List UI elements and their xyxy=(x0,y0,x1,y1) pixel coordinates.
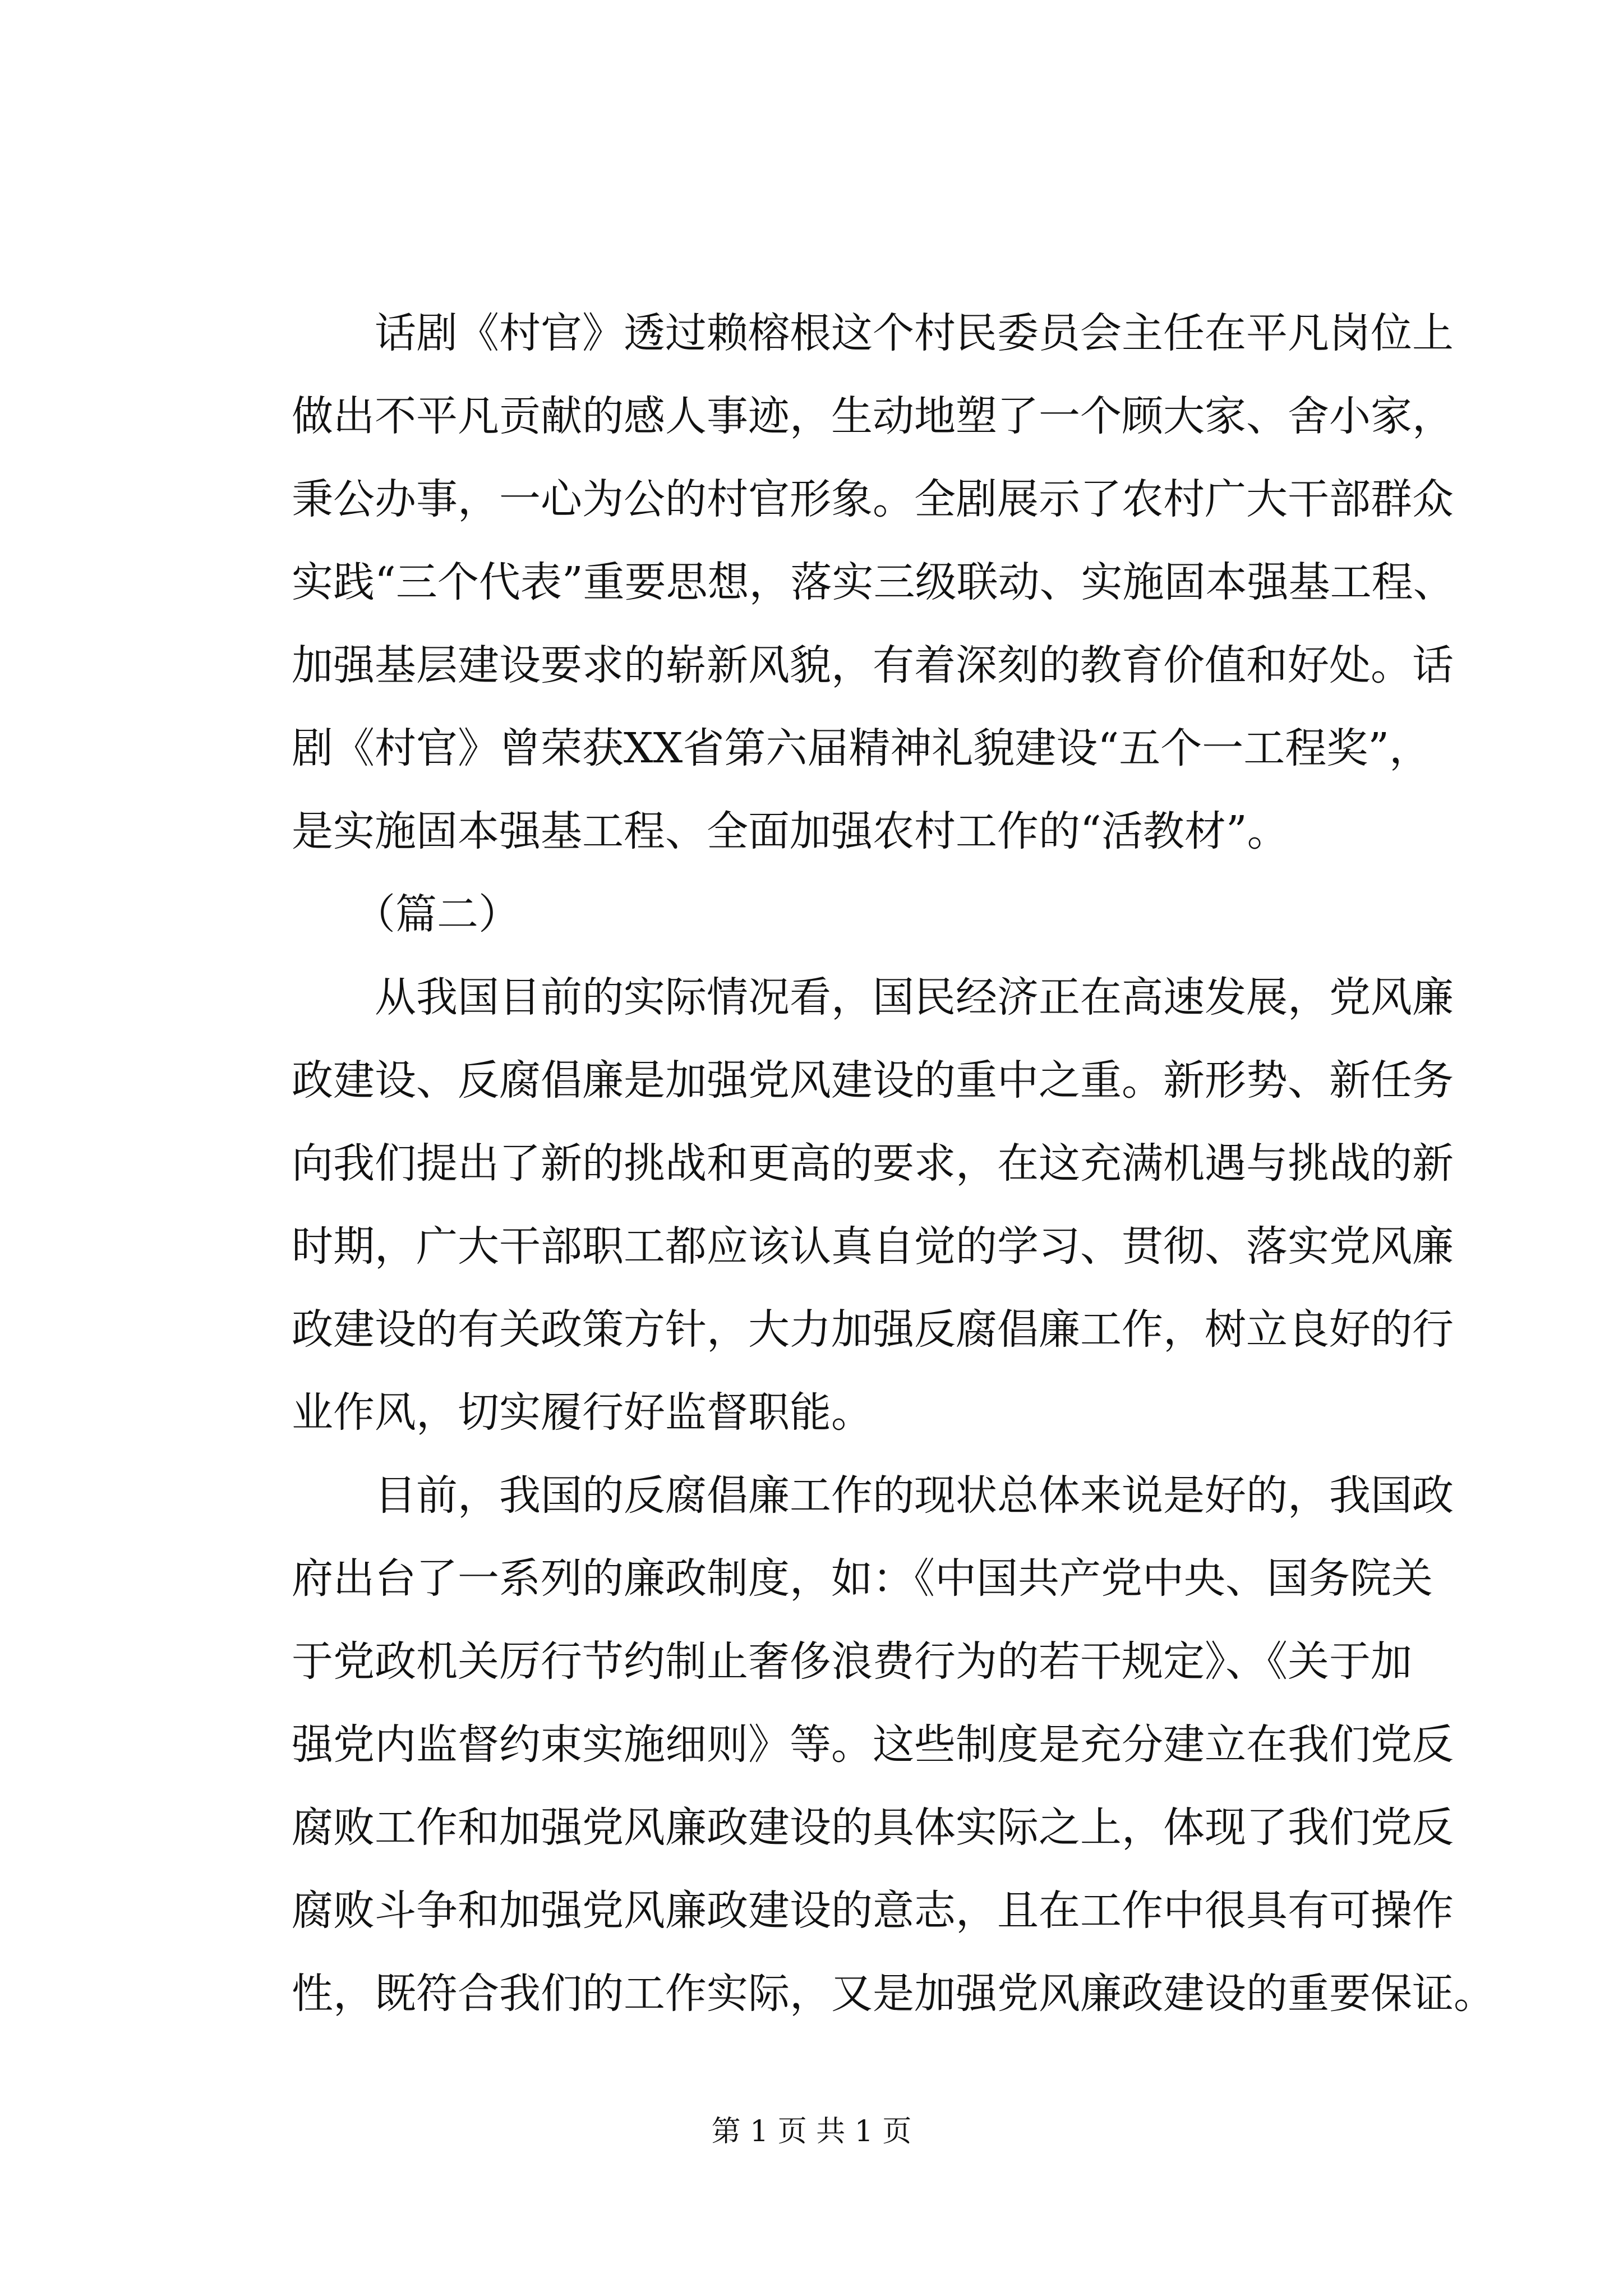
paragraph-line: 于党政机关厉行节约制止奢侈浪费行为的若干规定》、《关于加 xyxy=(292,1637,1412,1686)
paragraph-line: 加强基层建设要求的崭新风貌，有着深刻的教育价值和好处。话 xyxy=(292,641,1454,689)
paragraph-2 xyxy=(292,956,1454,1454)
paragraph-line: 府出台了一系列的廉政制度，如：《中国共产党中央、国务院关 xyxy=(292,1554,1433,1603)
paragraph-line: 实践“三个代表”重要思想，落实三级联动、实施固本强基工程、 xyxy=(292,558,1455,606)
paragraph-line: 业作风，切实履行好监督职能。 xyxy=(292,1388,873,1437)
paragraph-3 xyxy=(292,1454,1495,2035)
paragraph-line: 时期，广大干部职工都应该认真自觉的学习、贯彻、落实党风廉 xyxy=(292,1222,1454,1271)
paragraph-line: 秉公办事，一心为公的村官形象。全剧展示了农村广大干部群众 xyxy=(292,475,1454,523)
paragraph-line: 剧《村官》曾荣获XX省第六届精神礼貌建设“五个一工程奖”， xyxy=(292,724,1431,772)
paragraph-line: 目前，我国的反腐倡廉工作的现状总体来说是好的，我国政 xyxy=(375,1471,1454,1520)
paragraph-line: 做出不平凡贡献的感人事迹，生动地塑了一个顾大家、舍小家， xyxy=(292,392,1454,440)
paragraph-line: 向我们提出了新的挑战和更高的要求，在这充满机遇与挑战的新 xyxy=(292,1139,1454,1188)
paragraph-line: 政建设的有关政策方针，大力加强反腐倡廉工作，树立良好的行 xyxy=(292,1305,1454,1354)
paragraph-1 xyxy=(292,292,1455,873)
paragraph-line: 性，既符合我们的工作实际，又是加强党风廉政建设的重要保证。 xyxy=(292,1970,1495,2018)
paragraph-line: 腐败斗争和加强党风廉政建设的意志，且在工作中很具有可操作 xyxy=(292,1887,1454,1935)
paragraph-line: 从我国目前的实际情况看，国民经济正在高速发展，党风廉 xyxy=(375,973,1454,1022)
paragraph-line: 强党内监督约束实施细则》等。这些制度是充分建立在我们党反 xyxy=(292,1720,1454,1769)
paragraph-line: 话剧《村官》透过赖榕根这个村民委员会主任在平凡岗位上 xyxy=(375,309,1454,357)
section-heading: （篇二） xyxy=(354,890,520,938)
page-footer xyxy=(0,2109,1623,2154)
paragraph-line: 政建设、反腐倡廉是加强党风建设的重中之重。新形势、新任务 xyxy=(292,1056,1454,1105)
paragraph-line: 腐败工作和加强党风廉政建设的具体实际之上，体现了我们党反 xyxy=(292,1803,1454,1852)
document-body xyxy=(292,292,1495,2035)
paragraph-line: 是实施固本强基工程、全面加强农村工作的“活教材”。 xyxy=(292,807,1289,855)
page-number: 第 1 页 共 1 页 xyxy=(711,2115,912,2148)
